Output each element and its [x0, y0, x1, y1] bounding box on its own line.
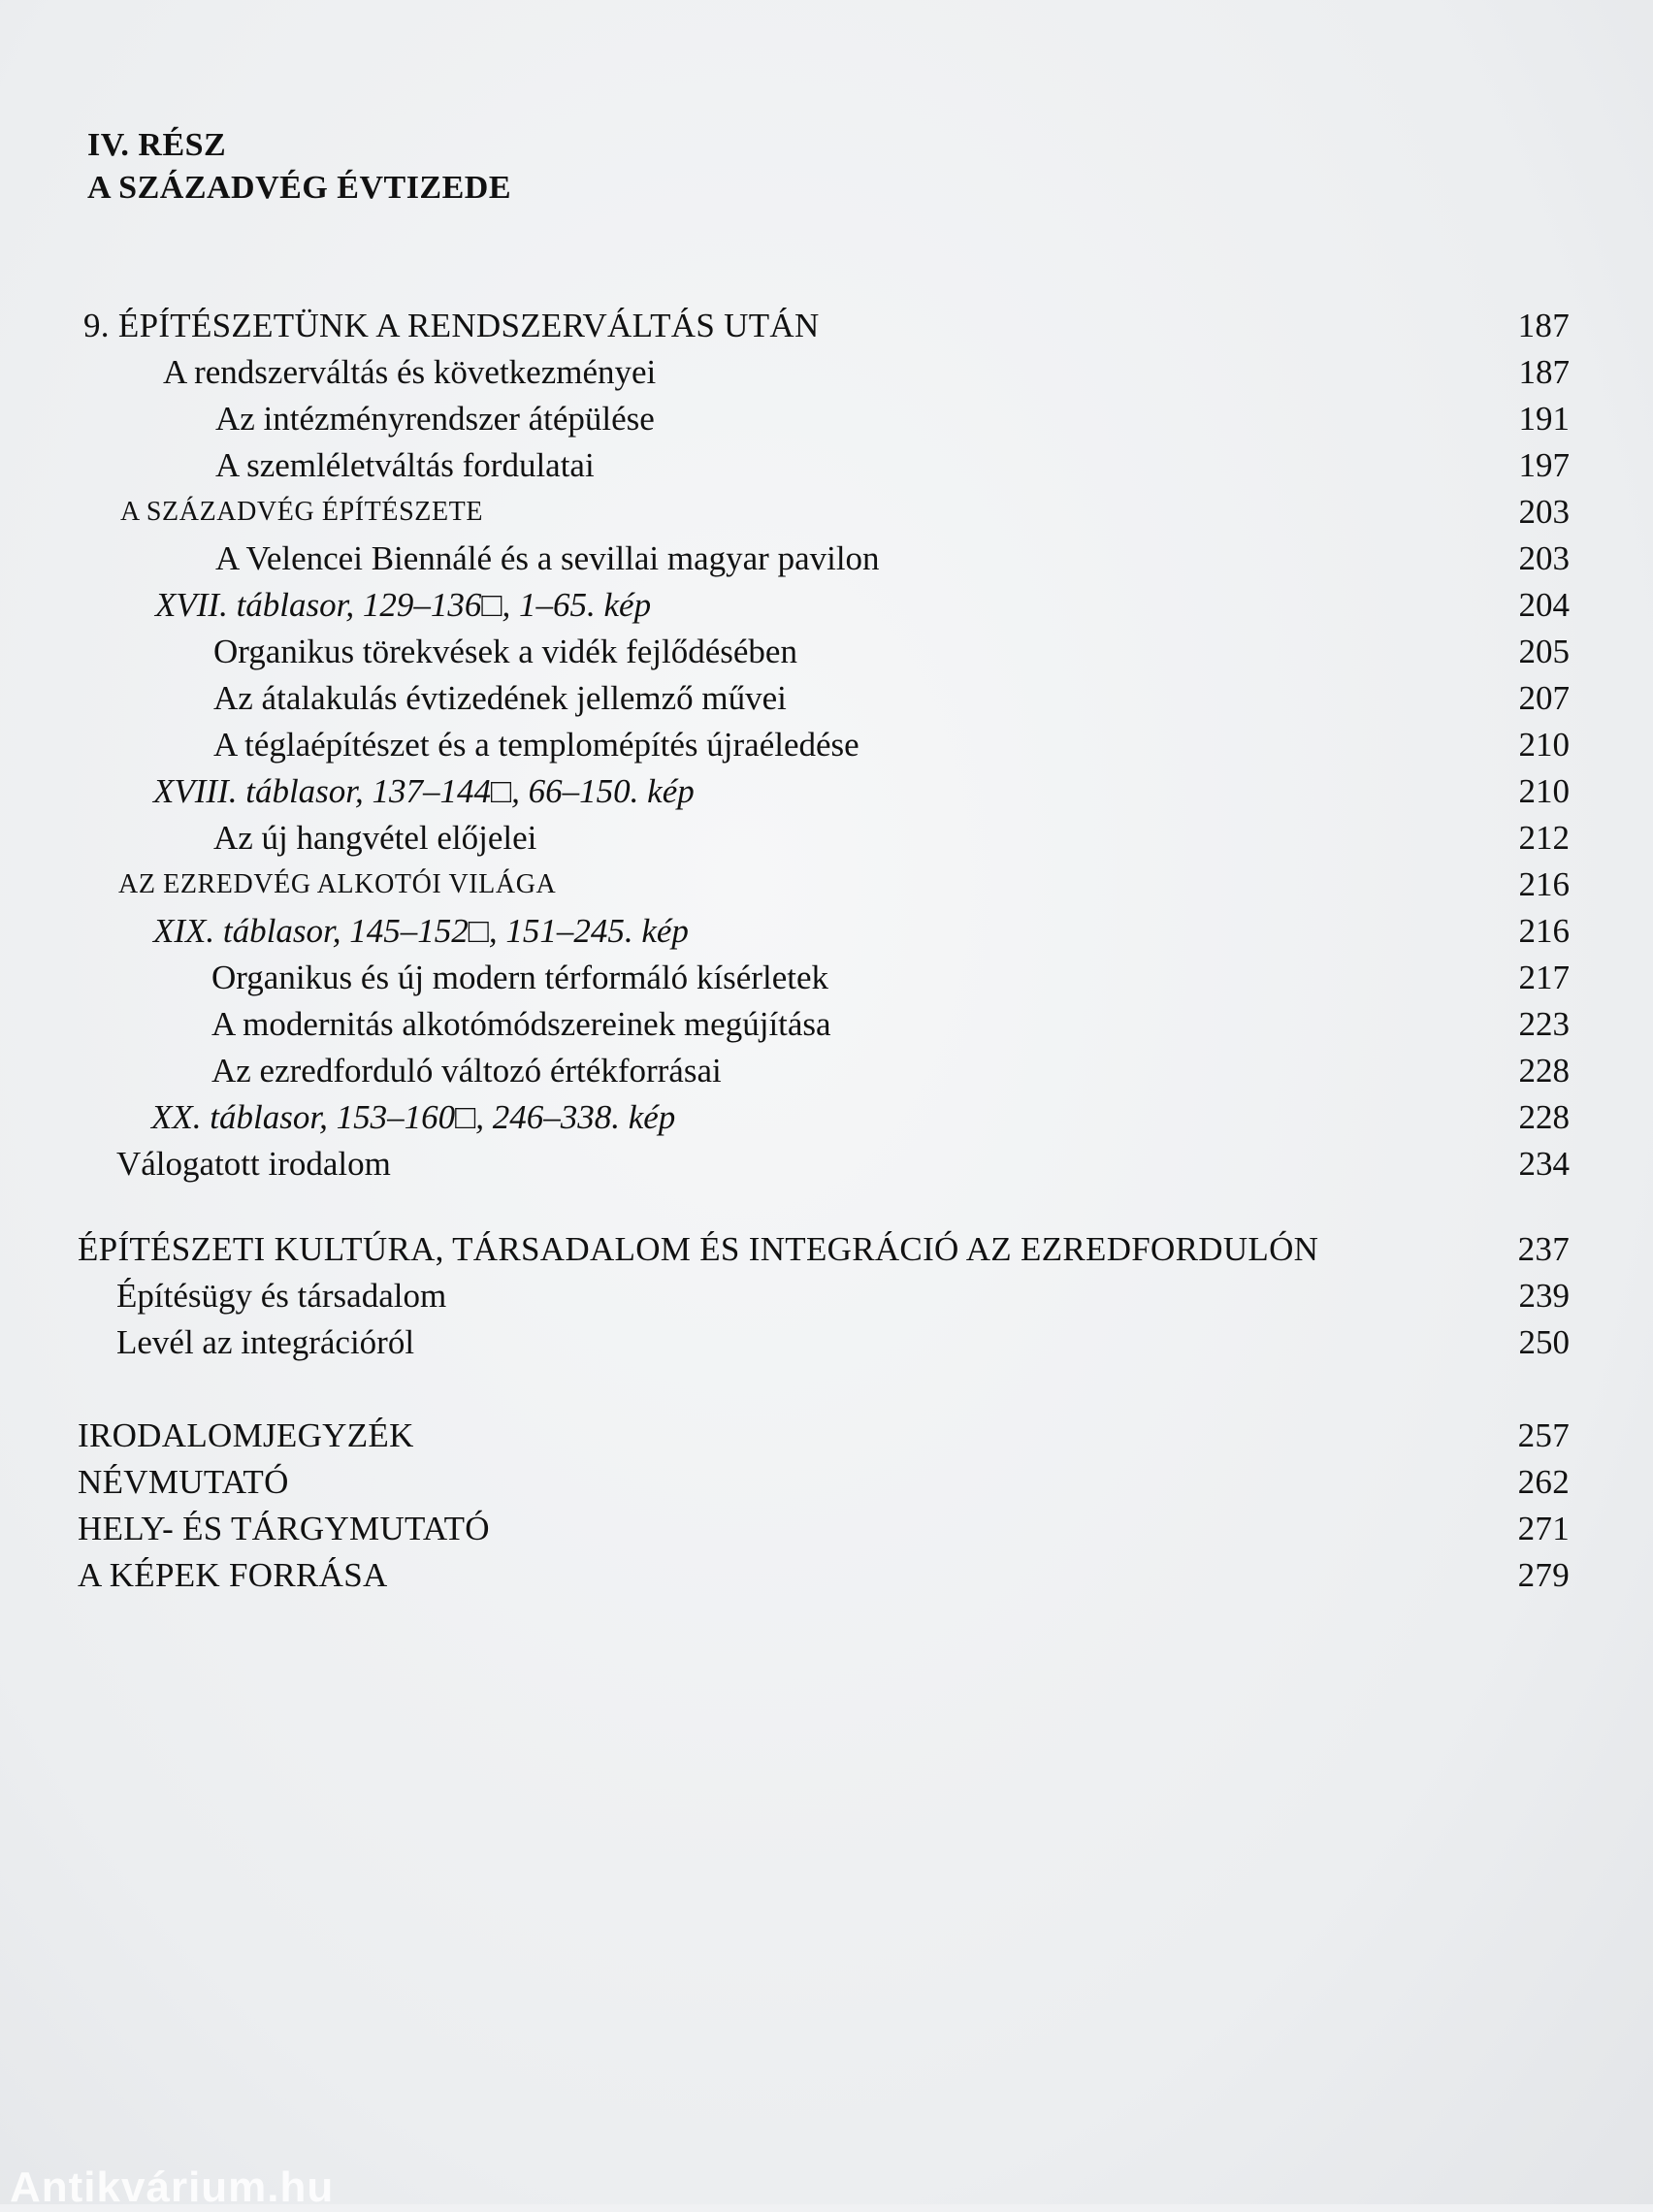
toc-subsection: [0, 955, 1653, 1001]
toc-page-number: 223: [1518, 1005, 1570, 1043]
toc-page-number: 187: [1517, 307, 1570, 344]
toc-title: Építésügy és társadalom: [116, 1277, 447, 1315]
toc-title: Válogatott irodalom: [116, 1145, 391, 1183]
toc-title: XX. táblasor, 153–160□, 246–338. kép: [151, 1098, 676, 1136]
toc-subsection: [0, 722, 1653, 768]
toc-title: A KÉPEK FORRÁSA: [78, 1556, 388, 1594]
toc-title: Organikus törekvések a vidék fejlődésében: [213, 633, 797, 670]
toc-title: Az intézményrendszer átépülése: [215, 400, 655, 438]
toc-page-number: 250: [1518, 1323, 1570, 1361]
toc-page-number: 191: [1518, 400, 1570, 438]
toc-page-number: 257: [1517, 1416, 1570, 1454]
toc-title: HELY- ÉS TÁRGYMUTATÓ: [78, 1510, 490, 1547]
toc-page-number: 279: [1517, 1556, 1570, 1594]
toc-title: Az átalakulás évtizedének jellemző művei: [213, 679, 787, 717]
toc-title: A szemléletváltás fordulatai: [215, 446, 595, 484]
toc-title: A modernitás alkotómódszereinek megújítása: [211, 1005, 831, 1043]
part-number: IV. RÉSZ: [87, 127, 227, 163]
toc-title: 9. ÉPÍTÉSZETÜNK A RENDSZERVÁLTÁS UTÁN: [83, 307, 820, 344]
toc-page-number: 212: [1518, 819, 1570, 857]
toc-title: Az ezredforduló változó értékforrásai: [211, 1052, 722, 1090]
toc-page-number: 210: [1518, 772, 1570, 810]
toc-title: Levél az integrációról: [116, 1323, 415, 1361]
toc-page-number: 271: [1517, 1510, 1570, 1547]
toc-section: [0, 1273, 1653, 1319]
toc-page-number: 187: [1518, 353, 1570, 391]
toc-chapter: [0, 1226, 1653, 1273]
toc-subsection: [0, 442, 1653, 489]
toc-section: [0, 1319, 1653, 1366]
toc-subsection: [0, 396, 1653, 442]
toc-title: XVIII. táblasor, 137–144□, 66–150. kép: [153, 772, 695, 810]
toc-page-number: 210: [1518, 726, 1570, 764]
toc-page-number: 239: [1518, 1277, 1570, 1315]
toc-title: ÉPÍTÉSZETI KULTÚRA, TÁRSADALOM ÉS INTEGRÁCIÓ AZ EZREDFORDULÓN: [78, 1230, 1319, 1268]
toc-section: [0, 1141, 1653, 1187]
toc-index-entry: [0, 1506, 1653, 1552]
watermark: Antikvárium.hu: [10, 2163, 335, 2211]
toc-part-section: [0, 489, 1653, 536]
toc-title: A Velencei Biennálé és a sevillai magyar pavilon: [215, 539, 880, 577]
toc-page-number: 216: [1518, 912, 1570, 950]
toc-plate-series: [0, 582, 1653, 629]
toc-page-number: 237: [1517, 1230, 1570, 1268]
toc-title: AZ EZREDVÉG ALKOTÓI VILÁGA: [118, 869, 557, 899]
toc-plate-series: [0, 908, 1653, 955]
toc-plate-series: [0, 1094, 1653, 1141]
toc-page-number: 228: [1518, 1098, 1570, 1136]
toc-title: A téglaépítészet és a templomépítés újraéledése: [213, 726, 859, 764]
toc-part-section: [0, 862, 1653, 908]
toc-title: XIX. táblasor, 145–152□, 151–245. kép: [153, 912, 689, 950]
toc-page-number: 228: [1518, 1052, 1570, 1090]
toc-subsection: [0, 1001, 1653, 1048]
toc-page-number: 205: [1518, 633, 1570, 670]
toc-page-number: 262: [1517, 1463, 1570, 1501]
toc-title: IRODALOMJEGYZÉK: [78, 1416, 414, 1454]
toc-subsection: [0, 536, 1653, 582]
toc-subsection: [0, 1048, 1653, 1094]
toc-title: A SZÁZADVÉG ÉPÍTÉSZETE: [120, 497, 484, 527]
toc-chapter: [0, 303, 1653, 349]
toc-subsection: [0, 675, 1653, 722]
toc-section: [0, 349, 1653, 396]
toc-title: NÉVMUTATÓ: [78, 1463, 289, 1501]
toc-page-number: 216: [1518, 865, 1570, 903]
toc-page-number: 207: [1518, 679, 1570, 717]
toc-title: Organikus és új modern térformáló kísérletek: [211, 959, 828, 996]
toc-title: Az új hangvétel előjelei: [213, 819, 537, 857]
toc-index-entry: [0, 1459, 1653, 1506]
toc-page-number: 234: [1518, 1145, 1570, 1183]
toc-page-number: 203: [1518, 539, 1570, 577]
toc-page-number: 217: [1518, 959, 1570, 996]
toc-subsection: [0, 815, 1653, 862]
toc-index-entry: [0, 1413, 1653, 1459]
toc-index-entry: [0, 1552, 1653, 1599]
toc-title: A rendszerváltás és következményei: [163, 353, 657, 391]
toc-page-number: 204: [1518, 586, 1570, 624]
toc-subsection: [0, 629, 1653, 675]
toc-plate-series: [0, 768, 1653, 815]
toc-page-number: 197: [1518, 446, 1570, 484]
toc-title: XVII. táblasor, 129–136□, 1–65. kép: [155, 586, 652, 624]
toc-page-number: 203: [1518, 493, 1570, 531]
part-title: A SZÁZADVÉG ÉVTIZEDE: [87, 170, 512, 206]
